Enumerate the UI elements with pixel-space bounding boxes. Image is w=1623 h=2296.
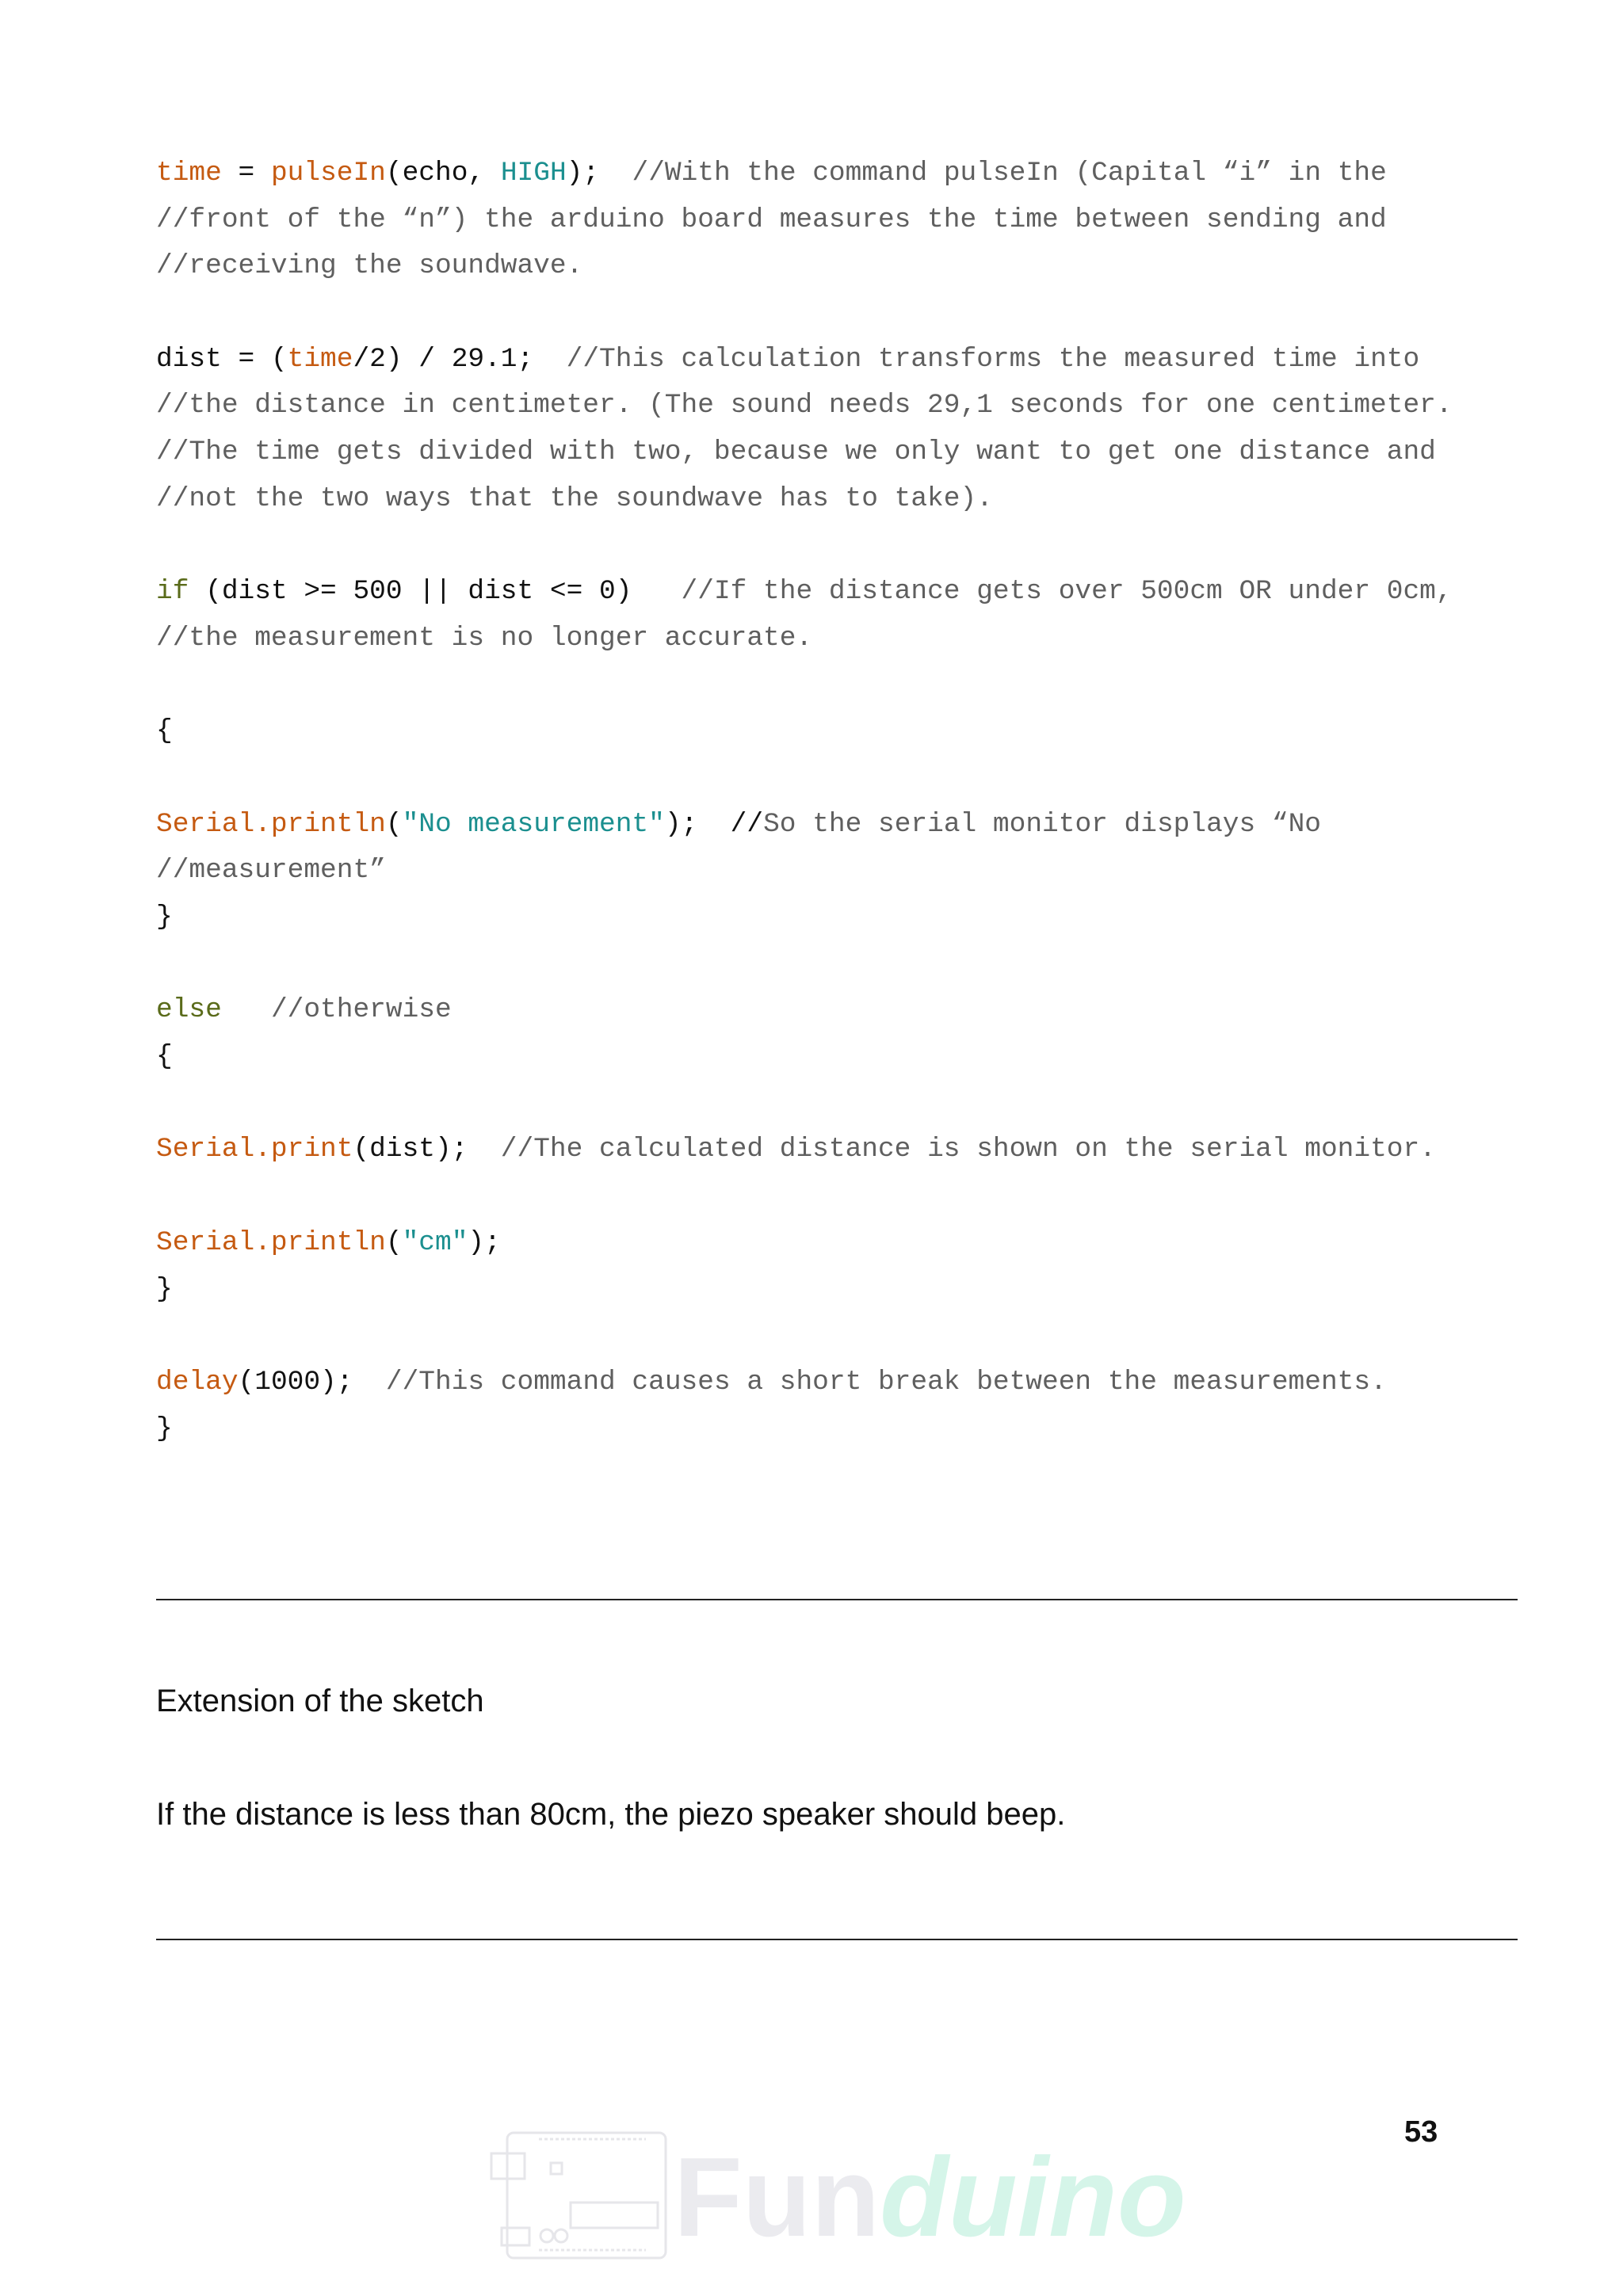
code-line: time = pulseIn(echo, HIGH); //With the command pulseIn (Capital “i” in the (156, 158, 1387, 189)
blank-line (156, 1313, 1535, 1360)
funduino-watermark: Funduino (674, 2134, 1186, 2260)
code-line: //measurement” (156, 855, 386, 887)
code-line: //the measurement is no longer accurate. (156, 622, 813, 654)
code-line: //the distance in centimeter. (The sound needs 29,1 seconds for one centimeter. (156, 390, 1453, 421)
blank-line (156, 523, 1535, 570)
code-line: //not the two ways that the soundwave has to take). (156, 482, 993, 514)
blank-line (156, 290, 1535, 337)
divider-top (156, 1599, 1518, 1600)
code-line: } (156, 1413, 173, 1444)
code-line: else //otherwise (156, 994, 452, 1026)
section-text: If the distance is less than 80cm, the piezo speaker should beep. (156, 1797, 1066, 1832)
code-line: { (156, 715, 173, 747)
code-listing (156, 151, 1535, 1452)
code-line: //receiving the soundwave. (156, 250, 583, 282)
code-line: { (156, 1041, 173, 1073)
code-line: } (156, 902, 173, 933)
divider-bottom (156, 1939, 1518, 1940)
code-line: //front of the “n”) the arduino board measures the time between sending and (156, 204, 1387, 235)
page-number: 53 (1404, 2115, 1438, 2149)
code-line: if (dist >= 500 || dist <= 0) //If the distance gets over 500cm OR under 0cm, (156, 576, 1453, 608)
code-line: dist = (time/2) / 29.1; //This calculation transforms the measured time into (156, 343, 1420, 375)
code-line: //The time gets divided with two, because we only want to get one distance and (156, 437, 1436, 468)
code-line: Serial.print(dist); //The calculated distance is shown on the serial monitor. (156, 1134, 1436, 1165)
section-heading: Extension of the sketch (156, 1684, 484, 1718)
blank-line (156, 1173, 1535, 1220)
blank-line (156, 941, 1535, 988)
blank-line (156, 755, 1535, 802)
blank-line (156, 1081, 1535, 1127)
code-line: Serial.println("No measurement"); //So the serial monitor displays “No (156, 808, 1321, 840)
code-line: Serial.println("cm"); (156, 1226, 501, 1258)
code-line: delay(1000); //This command causes a short break between the measurements. (156, 1366, 1387, 1398)
code-line: } (156, 1273, 173, 1305)
blank-line (156, 662, 1535, 709)
